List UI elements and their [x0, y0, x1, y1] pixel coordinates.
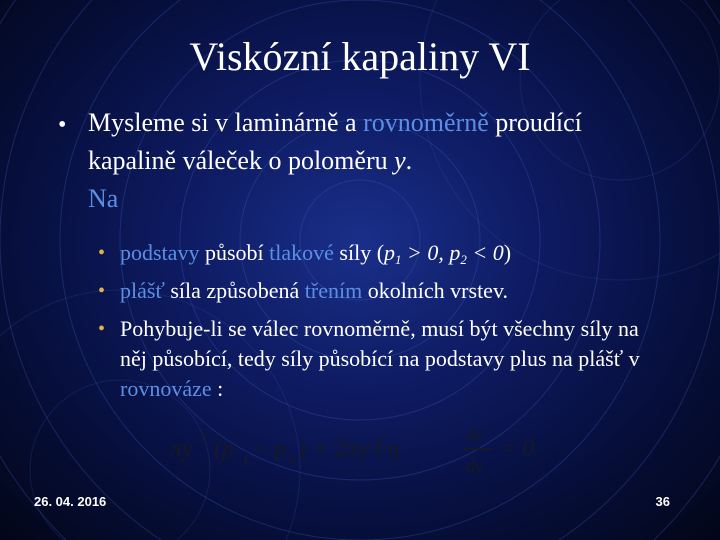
formula-term-a: πy — [170, 436, 193, 462]
equilibrium-formula — [170, 420, 570, 482]
formula-sub-2: 2 — [288, 453, 295, 468]
formula-sub-1: 1 — [242, 453, 249, 468]
main-bullet — [58, 104, 658, 218]
footer-page-number: 36 — [655, 494, 670, 509]
sub-bullet-icon: • — [98, 280, 106, 302]
sub-bullet-equilibrium — [98, 314, 658, 404]
formula-term-e: − p — [252, 436, 287, 462]
formula-term-c: (p — [214, 436, 234, 462]
sub-bullet-text: plášť síla způsobená třením okolních vrstev. — [120, 278, 509, 303]
sub-bullet-friction — [98, 276, 678, 306]
sub-bullet-text: podstavy působí tlakové síly ($p_1 > 0$, $p_2 < 0$) — [120, 240, 512, 267]
footer-date: 26. 04. 2016 — [34, 494, 107, 509]
slide-title: Viskózní kapaliny VI — [189, 34, 531, 79]
sub-bullet-text: Pohybuje-li se válec rovnoměrně, musí být všechny síly na něj působící, tedy síly působící na podstavy plus na plášť v rovnováze : — [120, 316, 640, 401]
formula-term-g: ) + 2πy·l·η — [298, 436, 400, 462]
formula-term-j: = 0 — [500, 436, 535, 462]
sub-bullet-icon: • — [98, 318, 106, 340]
sub-bullet-icon: • — [98, 242, 106, 264]
sub-bullet-pressure — [98, 238, 678, 275]
bullet-icon: • — [58, 112, 67, 138]
formula-exp: 2 — [200, 431, 207, 446]
formula-numerator: dv — [466, 424, 483, 444]
main-bullet-text: Mysleme si v laminárně a rovnoměrně proudící kapalině váleček o poloměru y. Na — [88, 108, 582, 213]
formula-denominator: dy — [466, 456, 483, 476]
